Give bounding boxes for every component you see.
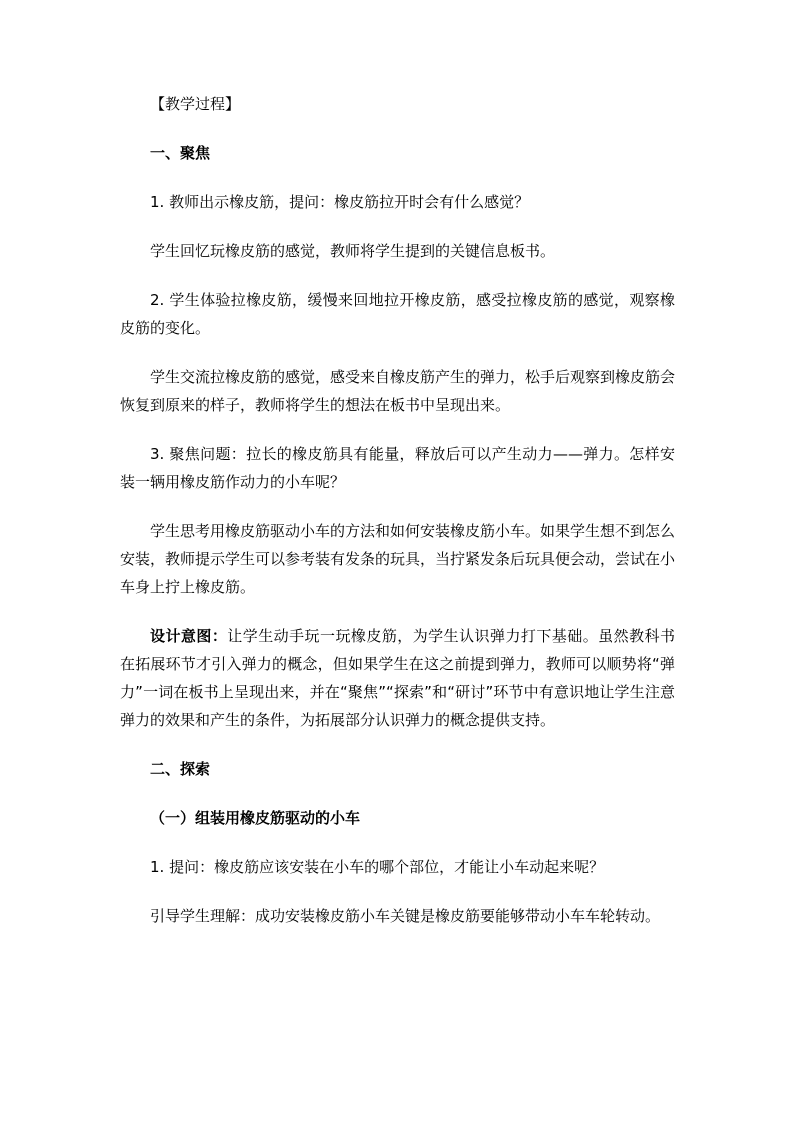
part1-item3: 3. 聚焦问题：拉长的橡皮筋具有能量，释放后可以产生动力——弹力。怎样安装一辆用橡皮筋作动力的小车呢？ xyxy=(120,445,675,491)
part1-item2-note: 学生交流拉橡皮筋的感觉，感受来自橡皮筋产生的弹力，松手后观察到橡皮筋会恢复到原来的样子，教师将学生的想法在板书中呈现出来。 xyxy=(120,368,676,414)
design-intent-text: 让学生动手玩一玩橡皮筋，为学生认识弹力打下基础。虽然教科书在拓展环节才引入弹力的概念，但如果学生在这之前提到弹力，教师可以顺势将“弹力”一词在板书上呈现出来，并在“聚焦”“探索”和“研讨”环节中有意识地让学生注意弹力的效果和产生的条件，为拓展部分认识弹力的概念提供支持。 xyxy=(120,627,675,729)
part1-item2: 2. 学生体验拉橡皮筋，缓慢来回地拉开橡皮筋，感受拉橡皮筋的感觉，观察橡皮筋的变化。 xyxy=(120,291,675,337)
design-intent-label: 设计意图： xyxy=(150,627,228,645)
part1-item1-note: 学生回忆玩橡皮筋的感觉，教师将学生提到的关键信息板书。 xyxy=(150,242,556,260)
document-page xyxy=(120,90,675,930)
design-intent-paragraph xyxy=(120,622,675,734)
part1-item1: 1. 教师出示橡皮筋，提问：橡皮筋拉开时会有什么感觉？ xyxy=(150,193,530,211)
part2-subheading: （一）组装用橡皮筋驱动的小车 xyxy=(150,809,361,827)
section-title: 【教学过程】 xyxy=(150,95,241,113)
part2-item1-note: 引导学生理解：成功安装橡皮筋小车关键是橡皮筋要能够带动小车车轮转动。 xyxy=(150,907,661,925)
part1-item3-note: 学生思考用橡皮筋驱动小车的方法和如何安装橡皮筋小车。如果学生想不到怎么安装，教师提示学生可以参考装有发条的玩具，当拧紧发条后玩具便会动，尝试在小车身上拧上橡皮筋。 xyxy=(120,522,676,596)
part2-heading: 二、探索 xyxy=(150,760,211,778)
part2-item1: 1. 提问：橡皮筋应该安装在小车的哪个部位，才能让小车动起来呢？ xyxy=(150,858,605,876)
part1-heading: 一、聚焦 xyxy=(150,144,211,162)
